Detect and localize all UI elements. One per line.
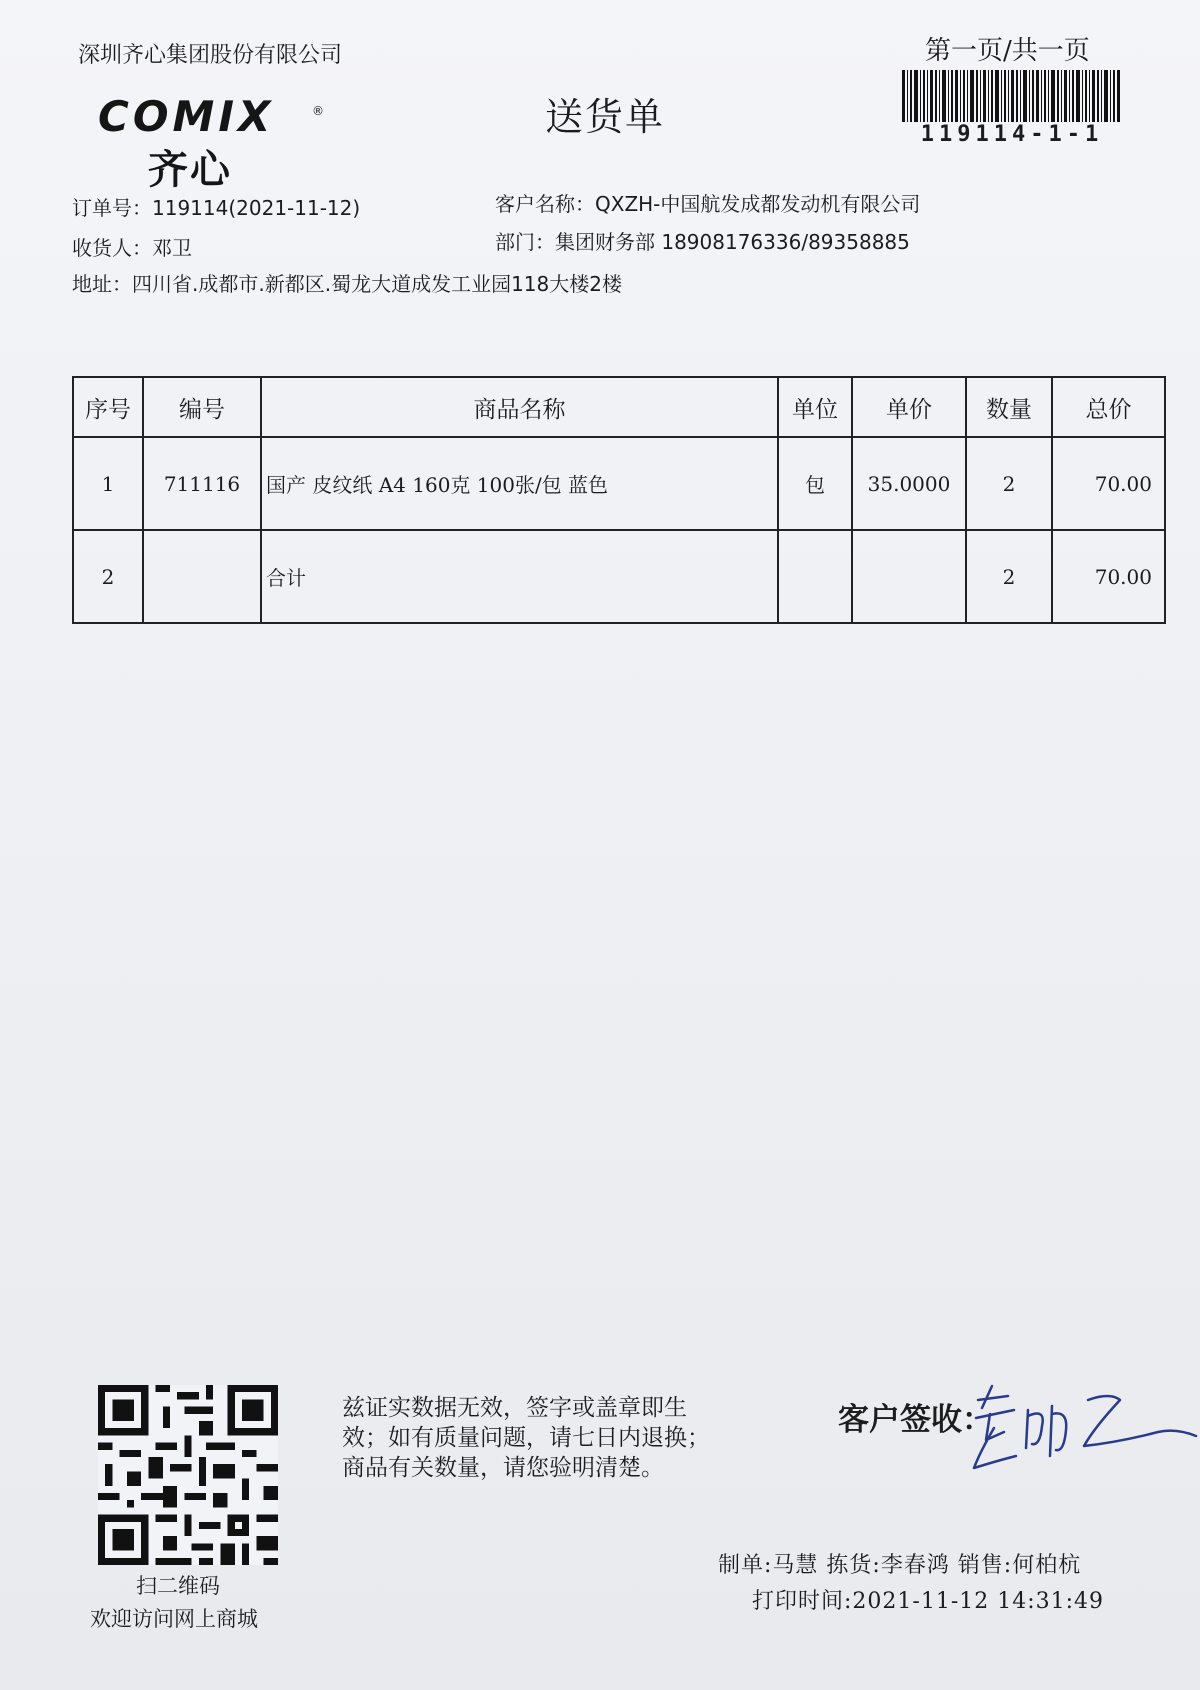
cell-index: 1 — [73, 437, 143, 530]
barcode-number: 119114-1-1 — [920, 122, 1104, 147]
cell-quantity: 2 — [966, 437, 1052, 530]
cell-unit-price — [852, 530, 966, 623]
cell-total: 70.00 — [1052, 437, 1165, 530]
cell-total: 70.00 — [1052, 530, 1165, 623]
notice-text — [342, 1393, 710, 1483]
qr-code-icon[interactable] — [98, 1385, 278, 1565]
cell-product-name: 国产 皮纹纸 A4 160克 100张/包 蓝色 — [261, 437, 778, 530]
cell-product-name: 合计 — [261, 530, 778, 623]
header-product-name: 商品名称 — [261, 377, 778, 437]
receiver: 收货人：邓卫 — [72, 236, 192, 260]
department: 部门：集团财务部 18908176336/89358885 — [495, 230, 910, 254]
notice-line: 商品有关数量，请您验明清楚。 — [342, 1455, 664, 1481]
cell-unit-price: 35.0000 — [852, 437, 966, 530]
document-title: 送货单 — [545, 95, 666, 139]
header-quantity: 数量 — [966, 377, 1052, 437]
notice-line: 兹证实数据无效，签字或盖章即生 — [342, 1395, 687, 1421]
customer-signature-label: 客户签收： — [838, 1402, 993, 1438]
address: 地址：四川省.成都市.新都区.蜀龙大道成发工业园118大楼2楼 — [72, 272, 622, 296]
table-row-total — [73, 530, 1165, 623]
cell-unit — [778, 530, 852, 623]
cell-code — [143, 530, 261, 623]
table-row — [73, 437, 1165, 530]
order-number: 订单号：119114(2021-11-12) — [72, 196, 361, 220]
qr-caption-store: 欢迎访问网上商城 — [90, 1607, 258, 1631]
barcode — [902, 70, 1120, 122]
cell-unit: 包 — [778, 437, 852, 530]
customer-name: 客户名称：QXZH-中国航发成都发动机有限公司 — [495, 192, 921, 216]
company-name: 深圳齐心集团股份有限公司 — [78, 43, 343, 68]
cell-code: 711116 — [143, 437, 261, 530]
staff-info: 制单:马慧 拣货:李春鸿 销售:何柏杭 — [718, 1553, 1082, 1578]
print-time: 打印时间:2021-11-12 14:31:49 — [752, 1589, 1105, 1614]
comix-logo-chinese: 齐心 — [148, 147, 232, 193]
cell-quantity: 2 — [966, 530, 1052, 623]
page-indicator: 第一页/共一页 — [925, 36, 1090, 66]
registered-mark: ® — [312, 104, 324, 118]
header-index: 序号 — [73, 377, 143, 437]
table-header-row — [73, 377, 1165, 437]
handwritten-signature — [970, 1370, 1200, 1480]
header-total: 总价 — [1052, 377, 1165, 437]
comix-logo-text: COMIX — [98, 92, 275, 141]
header-code: 编号 — [143, 377, 261, 437]
qr-caption: 扫二维码 — [136, 1574, 220, 1598]
cell-index: 2 — [73, 530, 143, 623]
header-unit: 单位 — [778, 377, 852, 437]
items-table — [72, 376, 1166, 624]
header-unit-price: 单价 — [852, 377, 966, 437]
notice-line: 效；如有质量问题，请七日内退换； — [342, 1425, 710, 1451]
